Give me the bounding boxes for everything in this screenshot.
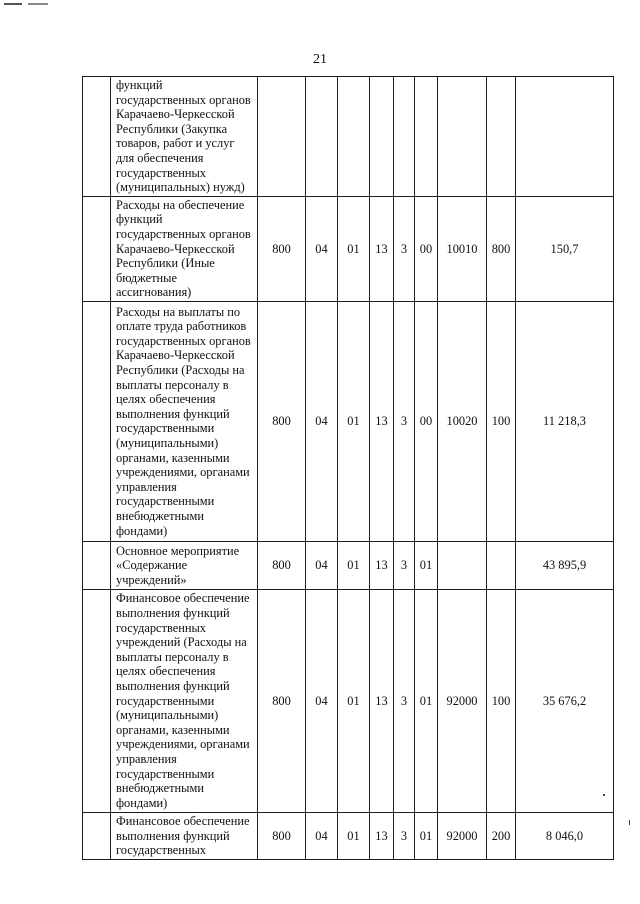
amount-cell: 11 218,3 [516,301,614,541]
code-cell: 800 [487,196,516,301]
code-cell: 01 [338,541,370,589]
amount-cell: 43 895,9 [516,541,614,589]
code-cell: 200 [487,812,516,859]
code-cell: 3 [394,541,415,589]
code-cell: 3 [394,301,415,541]
code-cell [258,77,306,197]
code-cell: 01 [415,812,438,859]
code-cell: 13 [370,301,394,541]
table-row [83,541,614,589]
code-cell: 01 [415,541,438,589]
amount-cell: 150,7 [516,196,614,301]
table-row [83,77,614,197]
code-cell [338,77,370,197]
code-cell: 00 [415,301,438,541]
code-cell: 10010 [438,196,487,301]
amount-cell: 35 676,2 [516,589,614,812]
code-cell: 04 [306,812,338,859]
code-cell [438,541,487,589]
code-cell [394,77,415,197]
code-cell: 13 [370,541,394,589]
code-cell: 800 [258,196,306,301]
code-cell: 800 [258,301,306,541]
code-cell: 01 [338,812,370,859]
code-cell: 04 [306,589,338,812]
code-cell: 13 [370,196,394,301]
code-cell: 800 [258,541,306,589]
row-number-cell [83,77,111,197]
code-cell [306,77,338,197]
code-cell: 800 [258,589,306,812]
code-cell: 10020 [438,301,487,541]
row-number-cell [83,541,111,589]
code-cell: 00 [415,196,438,301]
description-cell: функций государственных органов Карачаево-Черкесской Республики (Закупка товаров, работ и услуг для обеспечения государственных (муниципальных) нужд) [111,77,258,197]
table-row [83,196,614,301]
row-number-cell [83,196,111,301]
amount-cell: 8 046,0 [516,812,614,859]
table-row [83,589,614,812]
code-cell: 13 [370,589,394,812]
table-row [83,812,614,859]
scan-speck [629,820,630,825]
amount-cell [516,77,614,197]
budget-table [82,76,614,860]
code-cell: 04 [306,301,338,541]
code-cell: 3 [394,589,415,812]
code-cell: 3 [394,812,415,859]
code-cell [487,541,516,589]
description-cell: Финансовое обеспечение выполнения функций государственных учреждений (Расходы на выплаты персоналу в целях обеспечения выполнения функций государственными (муниципальными) органами, казенными учреждениями, органами управления государственными внебюджетными фондами) [111,589,258,812]
code-cell: 01 [338,196,370,301]
code-cell: 800 [258,812,306,859]
code-cell [415,77,438,197]
description-cell: Основное мероприятие «Содержание учреждений» [111,541,258,589]
code-cell: 92000 [438,812,487,859]
page-number: 21 [313,52,327,67]
table-row [83,301,614,541]
scan-artifact-mark [4,3,22,5]
code-cell: 01 [415,589,438,812]
code-cell: 100 [487,301,516,541]
code-cell: 04 [306,196,338,301]
description-cell: Расходы на обеспечение функций государственных органов Карачаево-Черкесской Республики (Иные бюджетные ассигнования) [111,196,258,301]
code-cell: 01 [338,589,370,812]
code-cell: 01 [338,301,370,541]
code-cell [370,77,394,197]
code-cell: 3 [394,196,415,301]
scan-speck [603,794,605,796]
scan-artifact-mark [28,3,48,5]
code-cell: 100 [487,589,516,812]
row-number-cell [83,589,111,812]
row-number-cell [83,812,111,859]
code-cell: 92000 [438,589,487,812]
code-cell: 04 [306,541,338,589]
description-cell: Расходы на выплаты по оплате труда работников государственных органов Карачаево-Черкесской Республики (Расходы на выплаты персоналу в целях обеспечения выполнения функций государственными (муниципальными) органами, казенными учреждениями, органами управления государственными внебюджетными фондами) [111,301,258,541]
code-cell: 13 [370,812,394,859]
code-cell [487,77,516,197]
description-cell: Финансовое обеспечение выполнения функций государственных [111,812,258,859]
code-cell [438,77,487,197]
row-number-cell [83,301,111,541]
